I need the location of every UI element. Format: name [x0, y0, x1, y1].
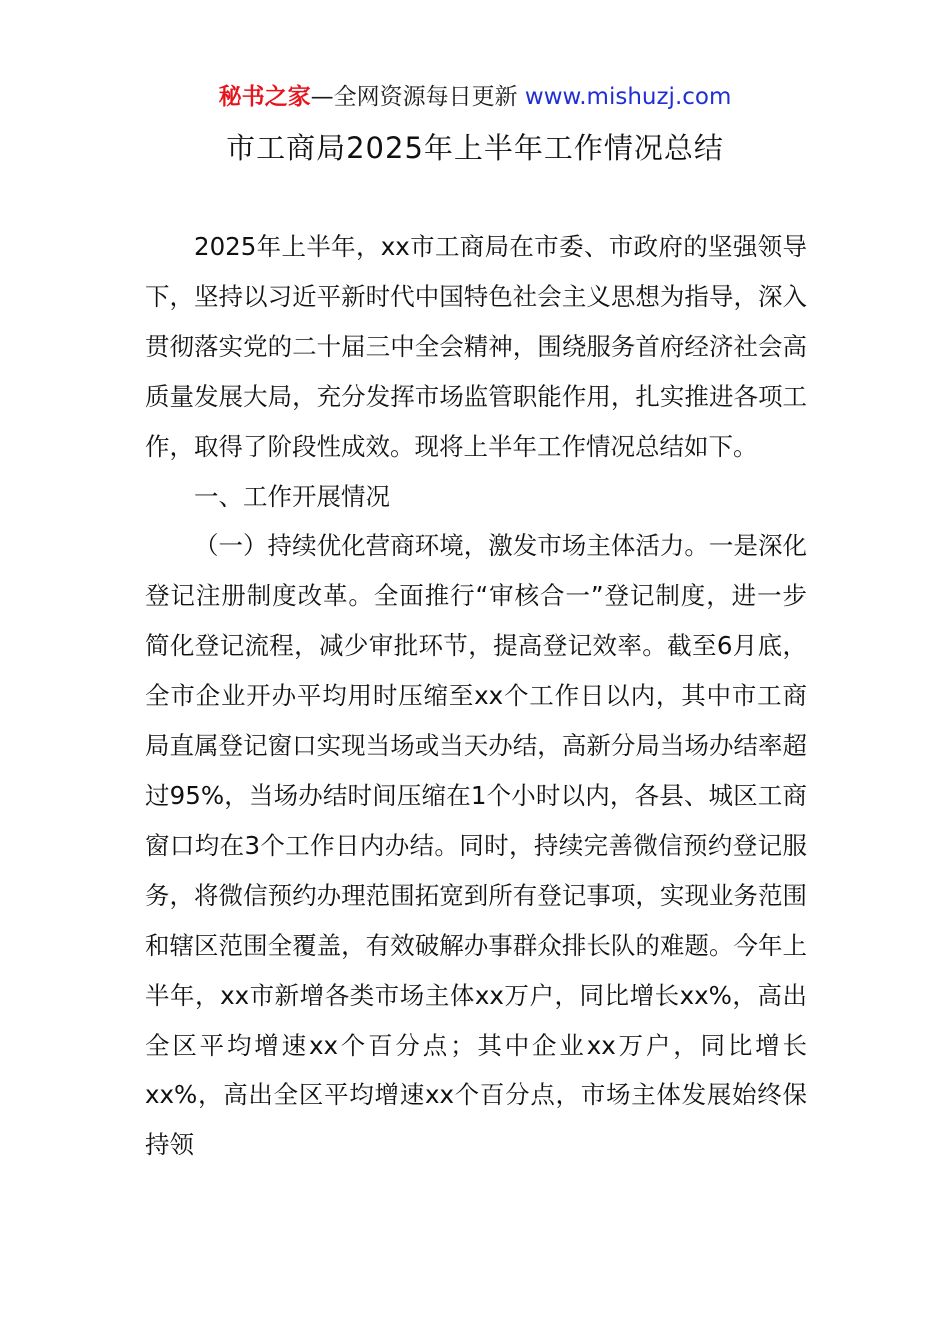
document-title: 市工商局2025年上半年工作情况总结: [226, 131, 724, 165]
site-header: [0, 80, 950, 114]
document-body: [145, 222, 807, 1170]
brand-name: 秘书之家: [218, 84, 311, 110]
body-paragraph: （一）持续优化营商环境，激发市场主体活力。一是深化登记注册制度改革。全面推行“审核合一”登记制度，进一步简化登记流程，减少审批环节，提高登记效率。截至6月底，全市企业开办平均用时压缩至xx个工作日以内，其中市工商局直属登记窗口实现当场或当天办结，高新分局当场办结率超过95%，当场办结时间压缩在1个小时以内，各县、城区工商窗口均在3个工作日内办结。同时，持续完善微信预约登记服务，将微信预约办理范围拓宽到所有登记事项，实现业务范围和辖区范围全覆盖，有效破解办事群众排长队的难题。今年上半年，xx市新增各类市场主体xx万户，同比增长xx%，高出全区平均增速xx个百分点；其中企业xx万户，同比增长xx%，高出全区平均增速xx个百分点，市场主体发展始终保持领: [145, 531, 807, 1160]
intro-paragraph: 2025年上半年，xx市工商局在市委、市政府的坚强领导下，坚持以习近平新时代中国特色社会主义思想为指导，深入贯彻落实党的二十届三中全会精神，围绕服务首府经济社会高质量发展大局，充分发挥市场监管职能作用，扎实推进各项工作，取得了阶段性成效。现将上半年工作情况总结如下。: [145, 232, 807, 461]
section-heading: 一、工作开展情况: [194, 481, 390, 511]
header-tagline: —全网资源每日更新: [310, 84, 525, 110]
site-url-link[interactable]: www.mishuzj.com: [524, 84, 732, 110]
